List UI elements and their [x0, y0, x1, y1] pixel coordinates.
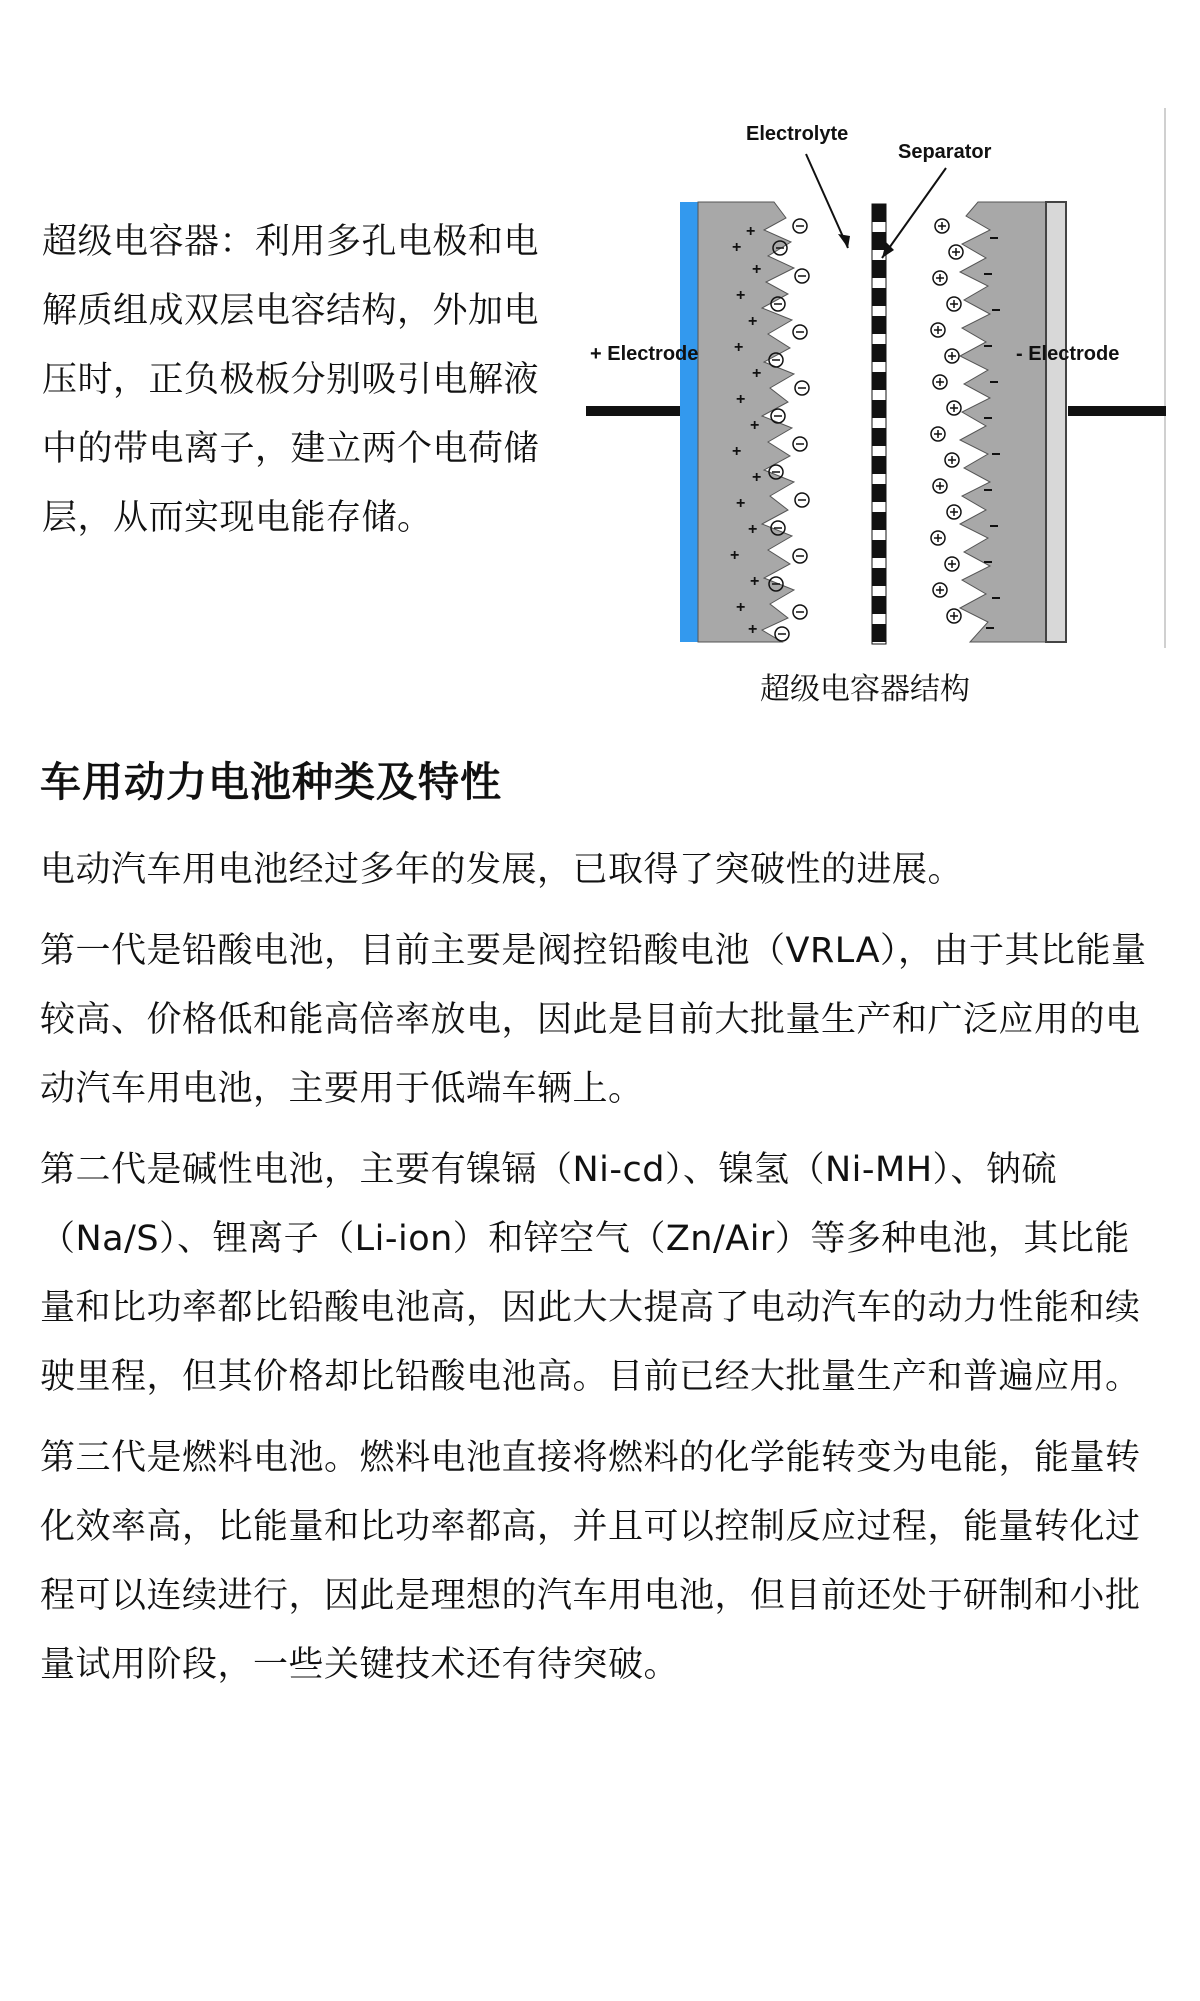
svg-text:+: + — [734, 339, 744, 356]
negative-terminal-wire — [1068, 406, 1166, 416]
svg-text:+: + — [748, 521, 758, 538]
diagram-caption: 超级电容器结构 — [760, 672, 970, 707]
negative-porous-electrode — [960, 202, 1046, 642]
supercapacitor-description: 超级电容器：利用多孔电极和电解质组成双层电容结构，外加电压时，正负极板分别吸引电解液中的带电离子，建立两个电荷储层，从而实现电能存储。 — [42, 222, 540, 538]
capacitor-section — [0, 0, 1200, 730]
svg-text:+: + — [732, 239, 742, 256]
label-separator: Separator — [898, 141, 992, 163]
svg-text:+: + — [750, 573, 760, 590]
label-negative-electrode: - Electrode — [1016, 343, 1120, 365]
svg-text:+: + — [736, 495, 746, 512]
svg-text:+: + — [736, 599, 746, 616]
positive-collector — [680, 202, 698, 642]
section-title: 车用动力电池种类及特性 — [40, 758, 502, 806]
svg-text:+: + — [752, 261, 762, 278]
positive-porous-electrode — [698, 202, 794, 642]
svg-text:+: + — [752, 365, 762, 382]
label-electrolyte: Electrolyte — [746, 123, 849, 145]
paragraph-intro: 电动汽车用电池经过多年的发展，已取得了突破性的进展。 — [40, 850, 964, 890]
svg-text:+: + — [750, 417, 760, 434]
svg-text:+: + — [748, 621, 758, 638]
svg-text:+: + — [752, 469, 762, 486]
label-positive-electrode: + Electrode — [590, 343, 699, 365]
negative-collector — [1046, 202, 1066, 642]
svg-text:+: + — [736, 287, 746, 304]
positive-ions — [931, 219, 963, 623]
separator-bar — [872, 204, 886, 644]
svg-text:+: + — [730, 547, 740, 564]
battery-article — [40, 752, 1165, 1712]
svg-text:+: + — [746, 223, 756, 240]
paragraph-second-generation: 第二代是碱性电池，主要有镍镉（Ni-cd）、镍氢（Ni-MH）、钠硫（Na/S）、锂离子（Li-ion）和锌空气（Zn/Air）等多种电池，其比能量和比功率都比铅酸电池高，因此大大提高了电动汽车的动力性能和续驶里程，但其价格却比铅酸电池高。目前已经大批量生产和普遍应用。 — [40, 1150, 1141, 1397]
paragraph-third-generation: 第三代是燃料电池。燃料电池直接将燃料的化学能转变为电能，能量转化效率高，比能量和比功率都高，并且可以控制反应过程，能量转化过程可以连续进行，因此是理想的汽车用电池，但目前还处于研制和小批量试用阶段，一些关键技术还有待突破。 — [40, 1438, 1141, 1685]
positive-terminal-wire — [586, 406, 682, 416]
supercapacitor-diagram — [586, 108, 1168, 658]
paragraph-first-generation: 第一代是铅酸电池，目前主要是阀控铅酸电池（VRLA），由于其比能量较高、价格低和能高倍率放电，因此是目前大批量生产和广泛应用的电动汽车用电池，主要用于低端车辆上。 — [40, 931, 1147, 1109]
svg-text:+: + — [736, 391, 746, 408]
electrolyte-arrowhead — [838, 234, 850, 248]
svg-text:+: + — [732, 443, 742, 460]
svg-text:+: + — [748, 313, 758, 330]
diagram-svg — [586, 108, 1168, 658]
positive-ion-signs — [934, 222, 960, 620]
